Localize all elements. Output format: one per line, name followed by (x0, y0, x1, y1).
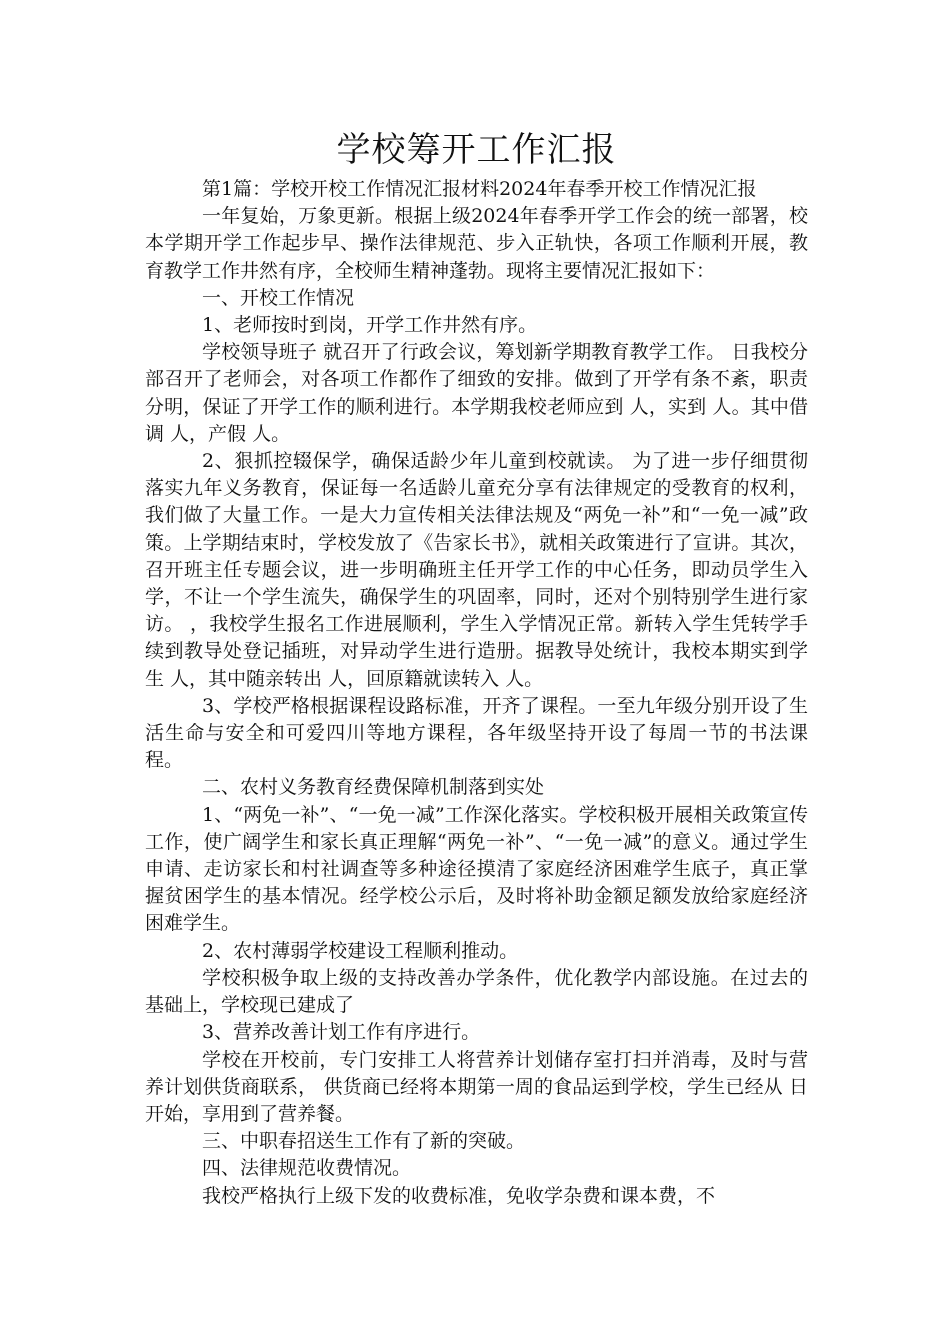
paragraph-2-2: 学校积极争取上级的支持改善办学条件，优化教学内部设施。在过去的基础上，学校现已建成了 (145, 966, 808, 1017)
paragraph-intro: 一年复始，万象更新。根据上级2024年春季开学工作会的统一部署，校本学期开学工作起步早、操作法律规范、步入正轨快，各项工作顺利开展，教育教学工作井然有序，全校师生精神蓬勃。现将主要情况汇报如下： (145, 205, 808, 282)
paragraph-heading: 第1篇：学校开校工作情况汇报材料2024年春季开校工作情况汇报 (202, 178, 757, 200)
document-title: 学校筹开工作汇报 (336, 130, 617, 170)
subheading-2-2: 2、农村薄弱学校建设工程顺利推动。 (202, 939, 519, 962)
section-heading-4: 四、法律规范收费情况。 (202, 1157, 412, 1180)
section-heading-1: 一、开校工作情况 (202, 286, 355, 309)
paragraph-4-1: 我校严格执行上级下发的收费标准，免收学杂费和课本费，不 (202, 1184, 716, 1207)
document-body (145, 176, 808, 1210)
paragraph-1-1: 学校领导班子 就召开了行政会议，筹划新学期教育教学工作。 日我校分部召开了老师会，对各项工作都作了细致的安排。做到了开学有条不紊，职责分明，保证了开学工作的顺利进行。本学期我校老师应到 人，实到 人。其中借调 人，产假 人。 (145, 341, 808, 445)
paragraph-1-3: 3、学校严格根据课程设路标准，开齐了课程。一至九年级分别开设了生活生命与安全和可爱四川等地方课程，各年级坚持开设了每周一节的书法课程。 (145, 694, 808, 772)
paragraph-2-3: 学校在开校前，专门安排工人将营养计划储存室打扫并消毒，及时与营养计划供货商联系， 供货商已经将本期第一周的食品运到学校，学生已经从 日开始，享用到了营养餐。 (145, 1048, 808, 1125)
paragraph-1-2: 2、狠抓控辍保学，确保适龄少年儿童到校就读。 为了进一步仔细贯彻落实九年义务教育，保证每一名适龄儿童充分享有法律规定的受教育的权利，我们做了大量工作。一是大力宣传相关法律法规及“两免一补”和“一免一减”政策。上学期结束时，学校发放了《告家长书》，就相关政策进行了宣讲。其次，召开班主任专题会议，进一步明确班主任开学工作的中心任务，即动员学生入学，不让一个学生流失，确保学生的巩固率，同时，还对个别特别学生进行家访。 ，我校学生报名工作进展顺利，学生入学情况正常。新转入学生凭转学手续到教导处登记插班，对异动学生进行造册。据教导处统计，我校本期实到学生 人，其中随亲转出 人，回原籍就读转入 人。 (145, 450, 808, 690)
subheading-2-3: 3、营养改善计划工作有序进行。 (202, 1021, 481, 1044)
paragraph-2-1: 1、“两免一补”、“一免一减”工作深化落实。学校积极开展相关政策宣传工作，使广阔学生和家长真正理解“两免一补”、“一免一减”的意义。通过学生申请、走访家长和村社调查等多种途径摸清了家庭经济困难学生底子，真正掌握贫困学生的基本情况。经学校公示后，及时将补助金额足额发放给家庭经济困难学生。 (145, 803, 808, 935)
section-heading-2: 二、农村义务教育经费保障机制落到实处 (202, 776, 545, 799)
subheading-1-1: 1、老师按时到岗，开学工作井然有序。 (202, 314, 538, 337)
section-heading-3: 三、中职春招送生工作有了新的突破。 (202, 1130, 526, 1153)
